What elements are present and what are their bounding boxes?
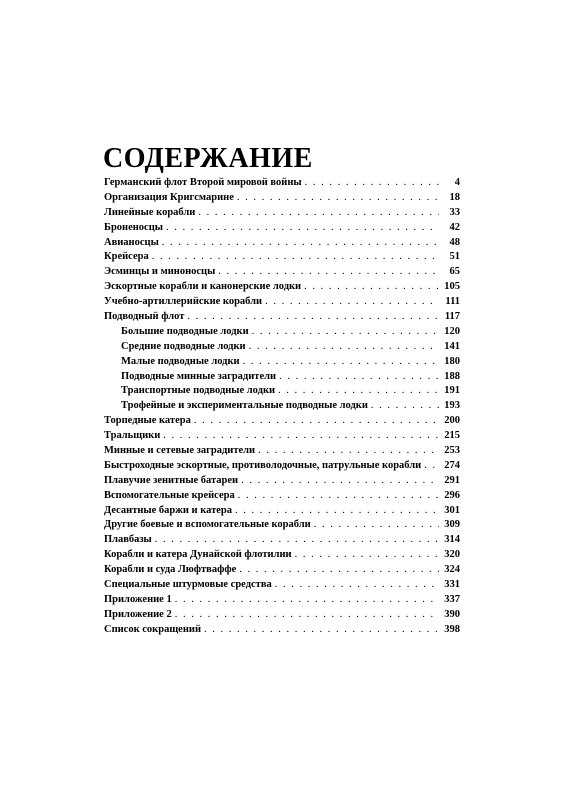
toc-entry-page-number: 33: [449, 206, 460, 218]
toc-dot-leader: [314, 518, 439, 533]
toc-entry-label: Другие боевые и вспомогательные корабли: [104, 519, 311, 531]
toc-entry-page-number: 180: [444, 355, 460, 367]
toc-entry-page-number: 111: [445, 296, 460, 308]
toc-entry-label: Германский флот Второй мировой войны: [104, 177, 302, 188]
toc-entry-label: Крейсера: [104, 251, 149, 263]
toc-entry-page-number: 296: [444, 489, 460, 501]
toc-entry-page-number: 291: [444, 474, 460, 486]
toc-dot-leader: [241, 474, 439, 489]
toc-entry-label: Вспомогательные крейсера: [104, 489, 235, 501]
toc-dot-leader: [304, 280, 439, 295]
toc-entry-page-number: 324: [444, 564, 460, 576]
toc-entry-page-number: 4: [454, 177, 460, 188]
toc-entry: [104, 414, 460, 429]
toc-entry-page-number: 309: [444, 519, 460, 531]
toc-entry-label: Эсминцы и миноносцы: [104, 266, 216, 278]
toc-subentry: [104, 370, 460, 385]
toc-entry-label: Минные и сетевые заградители: [104, 445, 256, 457]
toc-entry-page-number: 337: [444, 593, 460, 605]
toc-entry: [104, 548, 460, 563]
toc-dot-leader: [295, 548, 439, 563]
toc-entry: [104, 176, 460, 191]
toc-entry: [104, 608, 460, 623]
toc-entry-page-number: 191: [444, 385, 460, 397]
toc-entry-label: Корабли и катера Дунайской флотилии: [104, 549, 292, 561]
toc-dot-leader: [238, 489, 439, 504]
toc-dot-leader: [237, 191, 439, 206]
toc-dot-leader: [166, 221, 439, 236]
toc-entry-page-number: 301: [444, 504, 460, 516]
toc-subentry: [104, 325, 460, 340]
toc-entry: [104, 429, 460, 444]
toc-entry-label: Эскортные корабли и канонерские лодки: [104, 281, 302, 293]
toc-entry: [104, 295, 460, 310]
toc-dot-leader: [235, 504, 439, 519]
toc-entry: [104, 459, 460, 474]
toc-entry-label: Трофейные и экспериментальные подводные лодки: [121, 400, 368, 412]
toc-entry-page-number: 120: [444, 325, 460, 337]
toc-entry-page-number: 331: [444, 579, 460, 591]
toc-entry: [104, 578, 460, 593]
toc-subentry: [104, 399, 460, 414]
toc-entry-label: Авианосцы: [104, 236, 159, 248]
toc-entry-label: Организация Кригсмарине: [104, 191, 234, 203]
toc-entry-label: Приложение 1: [104, 593, 172, 605]
toc-dot-leader: [204, 623, 439, 638]
toc-dot-leader: [218, 265, 439, 280]
toc-entry-label: Приложение 2: [104, 608, 172, 620]
toc-entry-label: Малые подводные лодки: [121, 355, 240, 367]
toc-entry-label: Подводные минные заградители: [121, 370, 277, 382]
toc-entry: [104, 236, 460, 251]
toc-dot-leader: [194, 414, 439, 429]
table-of-contents: [104, 176, 460, 638]
toc-entry: [104, 221, 460, 236]
toc-entry: [104, 444, 460, 459]
toc-entry-page-number: 65: [449, 266, 460, 278]
toc-entry-label: Десантные баржи и катера: [104, 504, 232, 516]
toc-dot-leader: [252, 325, 439, 340]
toc-entry-label: Плавучие зенитные батареи: [104, 474, 239, 486]
toc-entry: [104, 250, 460, 265]
toc-dot-leader: [243, 355, 439, 370]
toc-entry: [104, 489, 460, 504]
toc-entry-page-number: 320: [444, 549, 460, 561]
toc-entry-label: Список сокращений: [104, 623, 201, 635]
toc-entry-label: Плавбазы: [104, 534, 152, 546]
toc-entry: [104, 280, 460, 295]
toc-dot-leader: [239, 563, 439, 578]
toc-entry-page-number: 390: [444, 608, 460, 620]
toc-entry-label: Линейные корабли: [104, 206, 196, 218]
toc-dot-leader: [275, 578, 439, 593]
toc-entry: [104, 563, 460, 578]
toc-dot-leader: [371, 399, 439, 414]
toc-entry-page-number: 274: [444, 459, 460, 471]
toc-entry-label: Тральщики: [104, 430, 161, 442]
toc-dot-leader: [162, 236, 439, 251]
toc-entry-label: Торпедные катера: [104, 415, 191, 427]
toc-dot-leader: [279, 370, 439, 385]
toc-dot-leader: [163, 429, 439, 444]
toc-entry: [104, 623, 460, 638]
toc-entry-page-number: 18: [449, 191, 460, 203]
toc-entry: [104, 593, 460, 608]
page-title: СОДЕРЖАНИЕ: [103, 143, 313, 174]
toc-entry-label: Транспортные подводные лодки: [121, 385, 276, 397]
toc-entry-page-number: 117: [444, 311, 460, 323]
toc-entry-label: Большие подводные лодки: [121, 325, 249, 337]
toc-entry: [104, 265, 460, 280]
toc-subentry: [104, 355, 460, 370]
toc-dot-leader: [265, 295, 439, 310]
toc-entry: [104, 504, 460, 519]
toc-entry-label: Учебно-артиллерийские корабли: [104, 296, 263, 308]
toc-dot-leader: [424, 459, 439, 474]
toc-entry-page-number: 200: [444, 415, 460, 427]
toc-entry-page-number: 48: [449, 236, 460, 248]
toc-entry-label: Быстроходные эскортные, противолодочные, патрульные корабли: [104, 459, 422, 471]
toc-entry-label: Подводный флот: [104, 311, 185, 323]
toc-subentry: [104, 384, 460, 399]
toc-entry-page-number: 105: [444, 281, 460, 293]
toc-entry-page-number: 215: [444, 430, 460, 442]
toc-entry-page-number: 141: [444, 340, 460, 352]
toc-entry-page-number: 51: [449, 251, 460, 263]
toc-entry-label: Корабли и суда Люфтваффе: [104, 564, 237, 576]
toc-entry: [104, 518, 460, 533]
toc-entry-page-number: 398: [444, 623, 460, 635]
toc-dot-leader: [258, 444, 439, 459]
toc-dot-leader: [175, 593, 439, 608]
toc-entry: [104, 474, 460, 489]
toc-entry: [104, 310, 460, 325]
toc-entry-label: Броненосцы: [104, 221, 163, 233]
toc-entry-page-number: 188: [444, 370, 460, 382]
toc-entry: [104, 533, 460, 548]
toc-entry-label: Средние подводные лодки: [121, 340, 246, 352]
toc-entry-label: Специальные штурмовые средства: [104, 579, 272, 591]
toc-dot-leader: [187, 310, 439, 325]
toc-dot-leader: [175, 608, 439, 623]
toc-entry: [104, 191, 460, 206]
toc-dot-leader: [249, 340, 439, 355]
toc-dot-leader: [305, 176, 439, 191]
toc-subentry: [104, 340, 460, 355]
toc-entry-page-number: 42: [449, 221, 460, 233]
toc-entry: [104, 206, 460, 221]
toc-entry-page-number: 193: [444, 400, 460, 412]
toc-entry-page-number: 314: [444, 534, 460, 546]
toc-dot-leader: [198, 206, 439, 221]
toc-dot-leader: [278, 384, 439, 399]
toc-entry-page-number: 253: [444, 445, 460, 457]
toc-dot-leader: [152, 250, 439, 265]
toc-dot-leader: [155, 533, 439, 548]
